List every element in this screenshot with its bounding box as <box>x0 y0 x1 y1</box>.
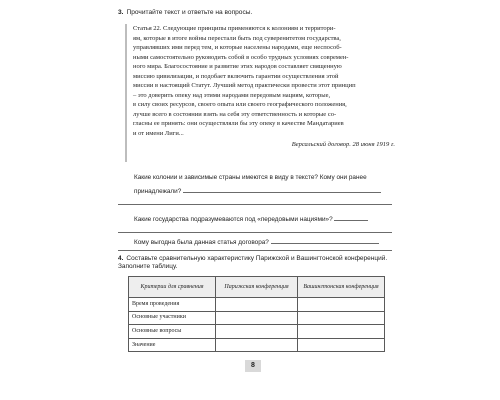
question-1-line-2 <box>134 186 389 196</box>
quote-line: в силу своих ресурсов, своего опыта или своего географического положения, <box>133 101 347 109</box>
quote-source: Версальский договор. 28 июня 1919 г. <box>291 140 395 148</box>
task-4-heading <box>118 255 398 271</box>
question-1-continuation: принадлежали? <box>134 188 182 195</box>
table-header-washington: Вашингтонская конференция <box>298 277 385 298</box>
answer-line[interactable] <box>118 204 392 205</box>
question-2 <box>134 214 389 224</box>
row-label: Значение <box>129 338 216 352</box>
quote-line: ными самостоятельно руководить собой в особо трудных условиях современ- <box>133 53 349 61</box>
quote-line: ям, которые в итоге войны перестали быть под суверенитетом государства, <box>133 34 341 42</box>
comparison-table <box>128 276 385 352</box>
quote-block <box>125 24 395 162</box>
row-label: Основные вопросы <box>129 325 216 339</box>
row-label: Время проведения <box>129 298 216 312</box>
table-cell[interactable] <box>216 311 298 325</box>
task-4-instruction-line-2: Заполните таблицу. <box>118 263 178 270</box>
quote-line: гласны ее принять: они осуществляли бы эту опеку в качестве Мандатариев <box>133 120 344 128</box>
answer-blank[interactable] <box>183 186 381 193</box>
task-4-number: 4. <box>118 255 124 262</box>
task-3-number: 3. <box>118 9 124 16</box>
table-row <box>129 325 385 339</box>
page-number: 8 <box>245 360 261 372</box>
table-cell[interactable] <box>298 338 385 352</box>
table-cell[interactable] <box>216 325 298 339</box>
table-row <box>129 311 385 325</box>
quote-line: – это доверить опеку над этими народами передовым нациям, которые, <box>133 91 331 99</box>
answer-line[interactable] <box>118 232 392 233</box>
task-3-heading <box>118 9 408 17</box>
quote-line: и от имени Лиги... <box>133 130 184 138</box>
task-4-instruction-line-1: Составьте сравнительную характеристику Парижской и Вашингтонской конференций. <box>126 255 388 262</box>
row-label: Основные участники <box>129 311 216 325</box>
table-cell[interactable] <box>298 298 385 312</box>
table-header-criteria: Критерии для сравнения <box>129 277 216 298</box>
question-3 <box>134 237 389 247</box>
task-3-instruction: Прочитайте текст и ответьте на вопросы. <box>126 9 253 16</box>
answer-blank[interactable] <box>271 237 379 244</box>
question-2-text: Какие государства подразумеваются под «передовыми нациями»? <box>134 216 333 223</box>
question-1-line-1: Какие колонии и зависимые страны имеются в виду в тексте? Кому они ранее <box>134 174 367 181</box>
table-row <box>129 298 385 312</box>
quote-line: Статья 22. Следующие принципы применяются к колониям и территори- <box>133 25 336 32</box>
quote-line: управлявших ими перед тем, и которые населены народами, еще неспособ- <box>133 44 342 52</box>
question-3-text: Кому выгодна была данная статья договора? <box>134 239 269 246</box>
table-cell[interactable] <box>216 338 298 352</box>
table-header-row <box>129 277 385 298</box>
quote-text <box>133 24 395 139</box>
table-header-paris: Парижская конференция <box>216 277 298 298</box>
table-cell[interactable] <box>216 298 298 312</box>
table-cell[interactable] <box>298 311 385 325</box>
quote-line: ного мира. Благосостояние и развитие этих народов составляет священную <box>133 63 342 71</box>
answer-blank[interactable] <box>334 214 368 221</box>
table-row <box>129 338 385 352</box>
quote-line: лучше всего в состоянии взять на себя эту ответственность и которые со- <box>133 110 337 118</box>
quote-line: миссию цивилизации, и подобает включить гарантии осуществления этой <box>133 72 339 80</box>
answer-line[interactable] <box>118 250 392 251</box>
quote-line: миссии в настоящий Статут. Лучший метод практически провести этот принцип <box>133 82 356 90</box>
table-cell[interactable] <box>298 325 385 339</box>
